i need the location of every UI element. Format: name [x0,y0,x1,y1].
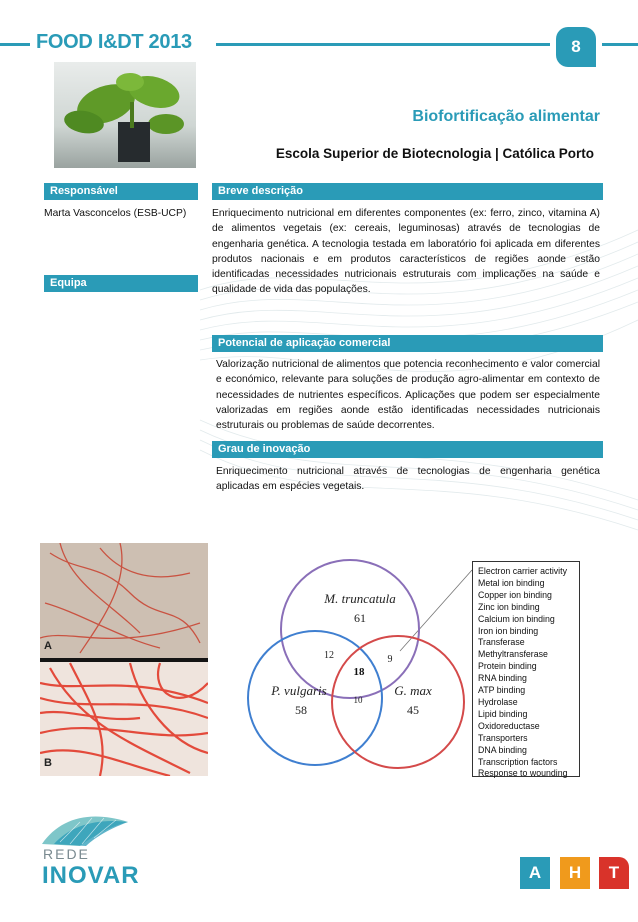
section-header-descricao: Breve descrição [212,183,603,200]
venn-label-g-max: G. max [394,683,432,698]
function-item: Metal ion binding [478,577,545,588]
section-header-inovacao: Grau de inovação [212,441,603,458]
institution-name: Escola Superior de Biotecnologia | Católica Porto [275,146,594,161]
header-rule-left [0,43,30,46]
function-item: RNA binding [478,673,527,684]
plant-photo [54,62,196,168]
function-item: DNA binding [478,744,527,755]
venn-overlap-mt-gm: 9 [387,654,393,665]
descricao-text: Enriquecimento nutricional em diferentes componentes (ex: ferro, zinco, vitamina A) de alimentos vegetais (ex: cereais, leguminosas) através de tecnologias de engenharia genética. A tecnologia testada em laboratório foi aplicada em diferentes produtos nacionais e em produtos característicos de regiões aonde estão identificadas necessidades nutricionais estruturais com implicações na saúde e qualidade de vida das populações. [212,208,600,296]
potencial-text: Valorização nutricional de alimentos que potencia reconhecimento e valor comercial e económico, relevante para soluções de produção agro-alimentar em contexto de necessidades de nutrientes específicos. Aplicações que podem ser especialmente valorizadas em regiões aonde estão identificadas necessidades nutricionais estruturais ou problemas de saúde decorrentes. [216,359,600,432]
venn-diagram [240,550,472,778]
venn-count-m-truncatula: 61 [354,611,366,625]
venn-label-m-truncatula: M. truncatula [324,591,396,606]
function-item: Calcium ion binding [478,613,555,624]
function-item: Transferase [478,637,525,648]
venn-count-p-vulgaris: 58 [295,703,307,717]
function-item: Methyltransferase [478,649,548,660]
roots-photo [40,543,208,776]
venn-label-p-vulgaris: P. vulgaris [271,683,327,698]
function-item: Oxidoreductase [478,720,540,731]
function-item: Protein binding [478,661,537,672]
partner-logo-h-letter: H [568,863,582,882]
partner-logo-a [520,857,550,889]
function-list-box [472,561,580,777]
section-header-equipa: Equipa [44,275,198,292]
logo-text-rede: REDE [43,846,90,862]
venn-overlap-pv-gm: 10 [353,695,363,705]
venn-callout-line [400,570,472,651]
brand-title: FOOD I&DT 2013 [36,31,192,53]
section-header-potencial: Potencial de aplicação comercial [212,335,603,352]
function-item: Electron carrier activity [478,566,567,576]
partner-logo-t [599,857,629,889]
function-item: Iron ion binding [478,625,539,636]
function-item: Zinc ion binding [478,601,540,612]
venn-count-g-max: 45 [407,703,419,717]
roots-label-a: A [44,640,52,652]
partner-logo-t-letter: T [608,863,620,882]
logo-text-inovar: INOVAR [42,862,140,889]
roots-label-b: B [44,757,52,769]
function-item: Hydrolase [478,696,518,707]
function-item: Lipid binding [478,708,528,719]
header-rule-middle [216,43,550,46]
function-item: Transcription factors [478,756,558,767]
header-rule-right [602,43,638,46]
rede-inovar-logo-mark [40,808,132,848]
venn-overlap-all: 18 [353,666,365,678]
function-item: Response to wounding [478,768,568,779]
function-item: ATP binding [478,685,526,696]
page-number-badge: 8 [556,27,596,67]
inovacao-text: Enriquecimento nutricional através de tecnologias de engenharia genética aplicadas em espécies vegetais. [216,466,600,493]
function-item: Copper ion binding [478,589,552,600]
responsavel-value: Marta Vasconcelos (ESB-UCP) [44,208,187,219]
partner-logo-h [560,857,590,889]
function-item: Transporters [478,732,528,743]
project-title: Biofortificação alimentar [412,108,600,125]
partner-logo-a-letter: A [528,863,542,882]
venn-overlap-mt-pv: 12 [324,650,334,661]
section-header-responsavel: Responsável [44,183,198,200]
